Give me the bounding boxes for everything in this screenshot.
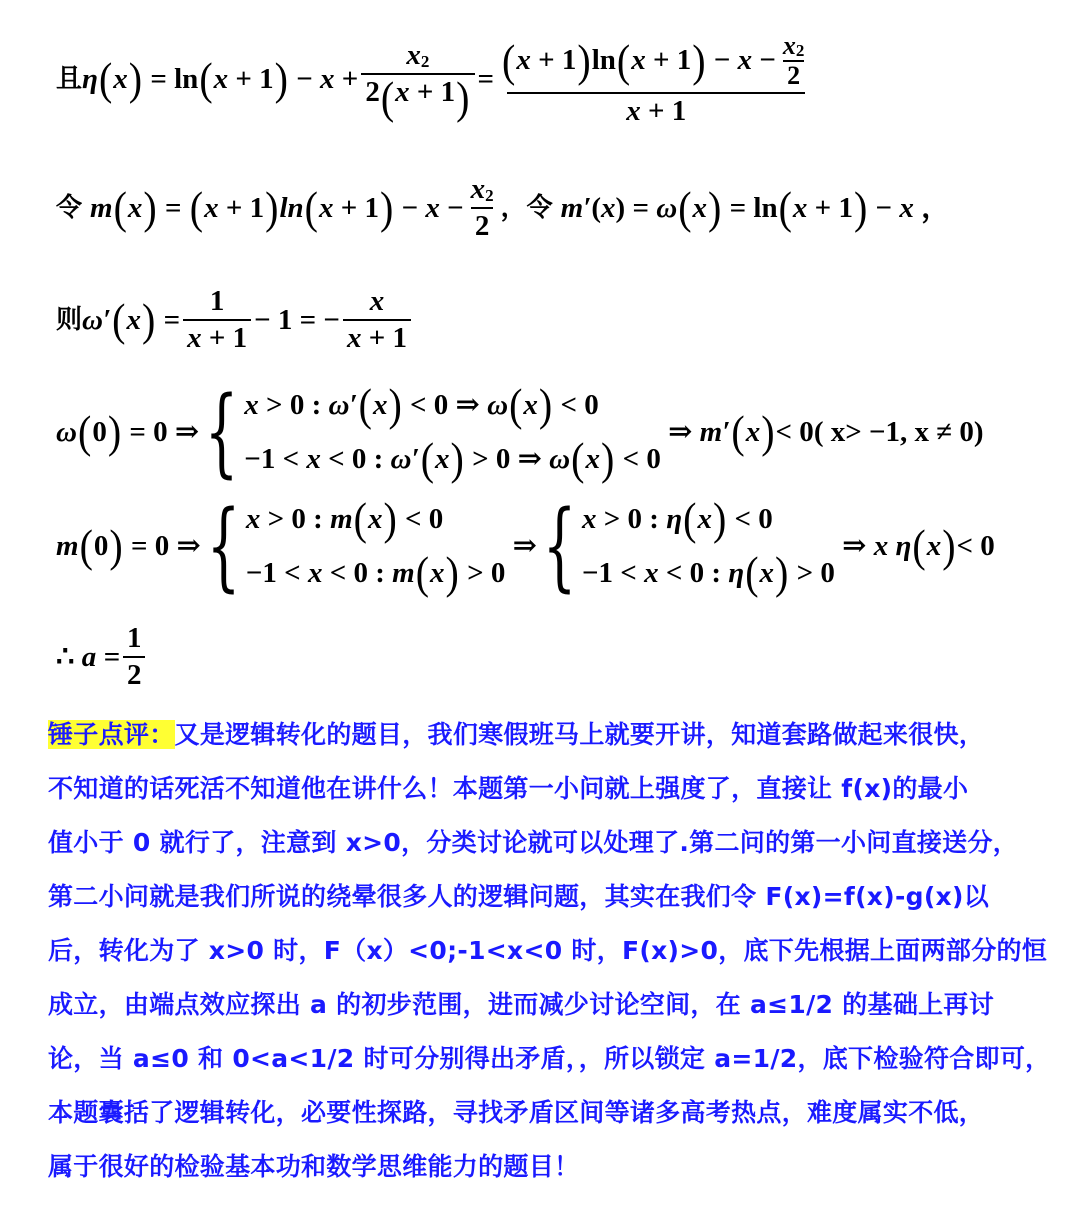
cases-omega: ω ( 0 ) = 0 ⇒ { x > 0 : ω′ ( x ) < 0 ⇒ ω ( x ) < 0 −1 < x < 0 : ω′ ( x ) > 0 ⇒ ω ( x ) < 0 ⇒ m′ ( x ) < 0 ( x> −1, x ≠ 0) — [56, 376, 984, 488]
comment-line-8: 本题囊括了逻辑转化，必要性探路，寻找矛盾区间等诸多高考热点，难度属实不低， — [48, 1098, 985, 1127]
comment-line-4: 第二小问就是我们所说的绕晕很多人的逻辑问题，其实在我们令 F(x)=f(x)-g(x)以 — [48, 882, 990, 911]
comment-line-1: 又是逻辑转化的题目，我们寒假班马上就要开讲，知道套路做起来很快， — [174, 720, 985, 749]
equation-omega-prime: 则 ω′ ( x ) = 1 x + 1 − 1 = − x x + 1 — [56, 282, 414, 358]
cases-m-eta: m ( 0 ) = 0 ⇒ { x > 0 : m ( x ) < 0 −1 < x < 0 : m ( x ) > 0 ⇒ { x > 0 : η ( x ) < 0 −1 < x < 0 : η ( x ) > 0 ⇒ x η ( x ) < 0 — [56, 490, 995, 602]
comment-line-7: 论，当 a≤0 和 0<a<1/2 时可分别得出矛盾，，所以锁定 a=1/2，底下检验符合即可， — [48, 1044, 1051, 1073]
comment-line-2: 不知道的话死活不知道他在讲什么！本题第一小问就上强度了，直接让 f(x)的最小 — [48, 774, 969, 803]
equation-eta: 且 η ( x ) = ln ( x + 1 ) − x + x 2 2 ( x + 1 ) = ( x + 1 ) ln ( x + 1 ) − x − x 2 2 x + 1 — [56, 24, 818, 134]
commentary-label: 锤子点评： — [48, 720, 175, 749]
conclusion-a — [56, 622, 148, 692]
comment-line-3: 值小于 0 就行了，注意到 x>0，分类讨论就可以处理了.第二问的第一小问直接送分， — [48, 828, 1019, 857]
fraction-x2-over-2x1: x 2 2 ( x + 1 ) — [361, 41, 474, 118]
a-equals: a = — [81, 640, 120, 673]
ln-text: ln — [174, 62, 199, 95]
therefore-symbol: ∴ — [56, 640, 75, 673]
fraction-one-half: $\frac{1}{2}$ — [123, 624, 146, 690]
comment-line-9: 属于很好的检验基本功和数学思维能力的题目！ — [48, 1152, 580, 1181]
prefix-let: 令 — [56, 193, 83, 223]
comment-line-5: 后，转化为了 x>0 时，F（x）<0;-1<x<0 时，F(x)>0，底下先根据上面两部分的恒 — [48, 936, 1048, 965]
comment-line-6: 成立，由端点效应探出 a 的初步范围，进而减少讨论空间，在 a≤1/2 的基础上再讨 — [48, 990, 995, 1019]
prefix-and: 且 — [56, 64, 83, 94]
fraction-combined: ( x + 1 ) ln ( x + 1 ) − x − x 2 2 x + 1 — [502, 30, 805, 127]
equation-m: 令 m ( x ) = ( x + 1 ) ln ( x + 1 ) − x − x 2 2 ，令 m′ ( x ) = ω ( x ) = ln ( x + 1 ) − x ， — [56, 173, 951, 242]
condition-tail: ( x> −1, x ≠ 0) — [813, 415, 984, 448]
prefix-then: 则 — [56, 305, 83, 335]
let-again: ，令 — [500, 193, 553, 223]
eta-symbol: η — [82, 62, 98, 95]
commentary-block — [48, 708, 1078, 1194]
